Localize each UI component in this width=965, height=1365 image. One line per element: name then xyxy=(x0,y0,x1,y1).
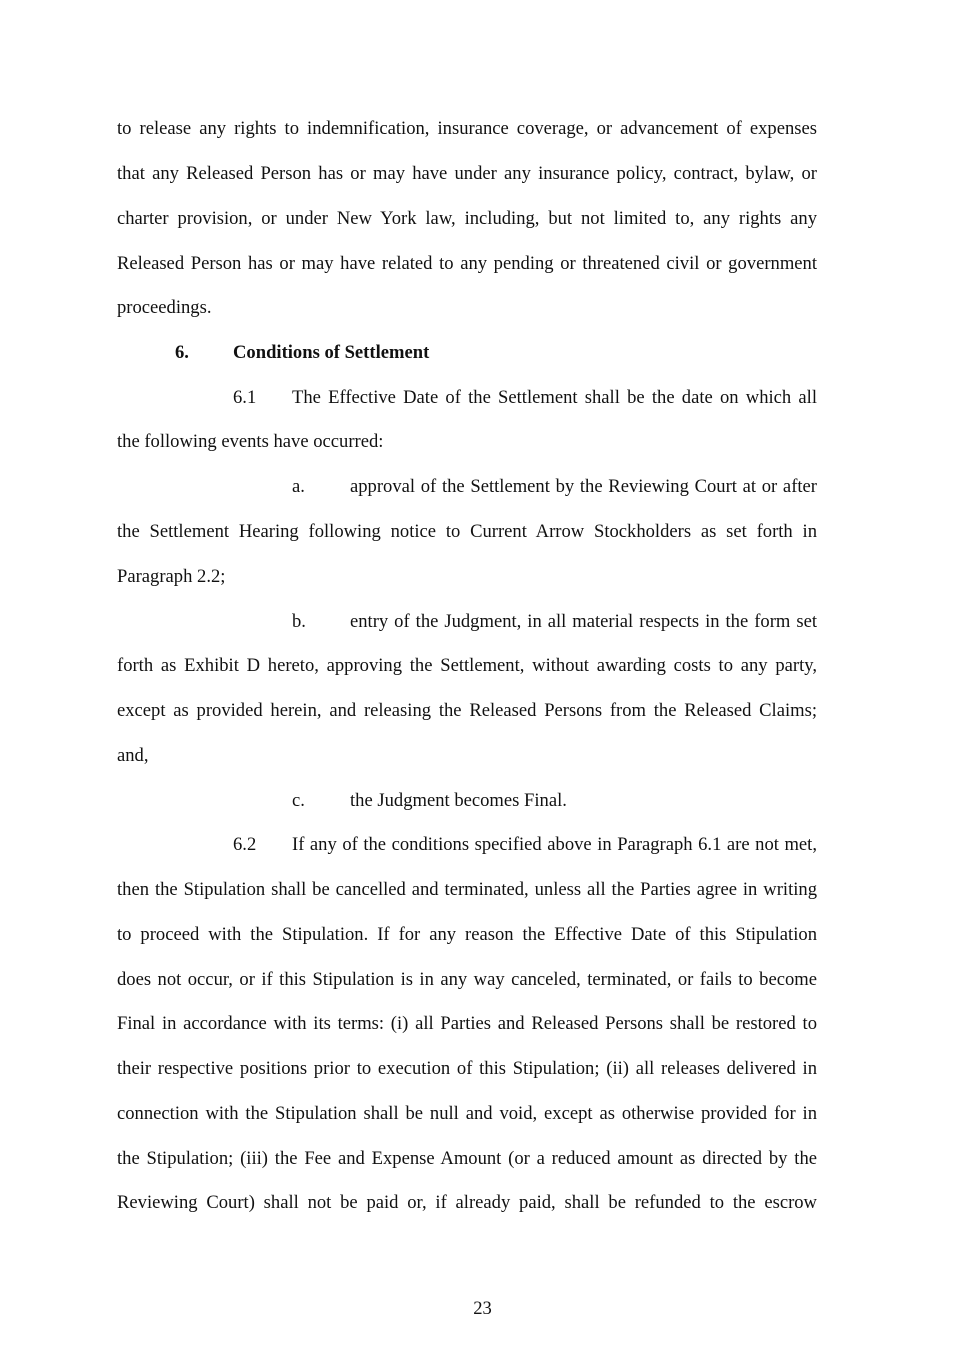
item-a-first-line: approval of the Settlement by the Reviewing Court at or after xyxy=(350,476,817,497)
section-title: Conditions of Settlement xyxy=(233,342,430,363)
para-6-2-number: 6.2 xyxy=(233,834,257,855)
item-a-line-2: the Settlement Hearing following notice to Current Arrow Stockholders as set forth in xyxy=(117,521,817,542)
intro-line-1: to release any rights to indemnification, insurance coverage, or advancement of expenses xyxy=(117,118,817,139)
para-6-2-line-3: to proceed with the Stipulation. If for any reason the Effective Date of this Stipulation xyxy=(117,924,817,945)
item-c-label: c. xyxy=(292,790,305,811)
para-6-1-first-line: The Effective Date of the Settlement shall be the date on which all xyxy=(292,387,817,408)
para-6-2-line-2: then the Stipulation shall be cancelled and terminated, unless all the Parties agree in writing xyxy=(117,879,817,900)
item-b-label: b. xyxy=(292,611,306,632)
item-a-label: a. xyxy=(292,476,305,497)
item-a-line-3: Paragraph 2.2; xyxy=(117,566,226,587)
intro-line-5: proceedings. xyxy=(117,297,212,318)
item-c-first-line: the Judgment becomes Final. xyxy=(350,790,567,811)
item-b-line-3: except as provided herein, and releasing the Released Persons from the Released Claims; xyxy=(117,700,817,721)
intro-line-3: charter provision, or under New York law, including, but not limited to, any rights any xyxy=(117,208,817,229)
item-b-first-line: entry of the Judgment, in all material respects in the form set xyxy=(350,611,817,632)
para-6-2-line-6: their respective positions prior to execution of this Stipulation; (ii) all releases delivered in xyxy=(117,1058,817,1079)
para-6-2-line-5: Final in accordance with its terms: (i) all Parties and Released Persons shall be restored to xyxy=(117,1013,817,1034)
para-6-1-continuation: the following events have occurred: xyxy=(117,431,384,452)
item-b-line-2: forth as Exhibit D hereto, approving the Settlement, without awarding costs to any party, xyxy=(117,655,817,676)
para-6-2-line-4: does not occur, or if this Stipulation is in any way canceled, terminated, or fails to become xyxy=(117,969,817,990)
para-6-2-line-7: connection with the Stipulation shall be null and void, except as otherwise provided for in xyxy=(117,1103,817,1124)
item-b-line-4: and, xyxy=(117,745,149,766)
para-6-2-first-line: If any of the conditions specified above in Paragraph 6.1 are not met, xyxy=(292,834,817,855)
para-6-2-line-8: the Stipulation; (iii) the Fee and Expense Amount (or a reduced amount as directed by the xyxy=(117,1148,817,1169)
intro-line-2: that any Released Person has or may have under any insurance policy, contract, bylaw, or xyxy=(117,163,817,184)
para-6-2-line-9: Reviewing Court) shall not be paid or, if already paid, shall be refunded to the escrow xyxy=(117,1192,817,1213)
para-6-1-number: 6.1 xyxy=(233,387,257,408)
section-number: 6. xyxy=(175,342,189,363)
page-number: 23 xyxy=(473,1298,492,1319)
intro-line-4: Released Person has or may have related to any pending or threatened civil or government xyxy=(117,253,817,274)
